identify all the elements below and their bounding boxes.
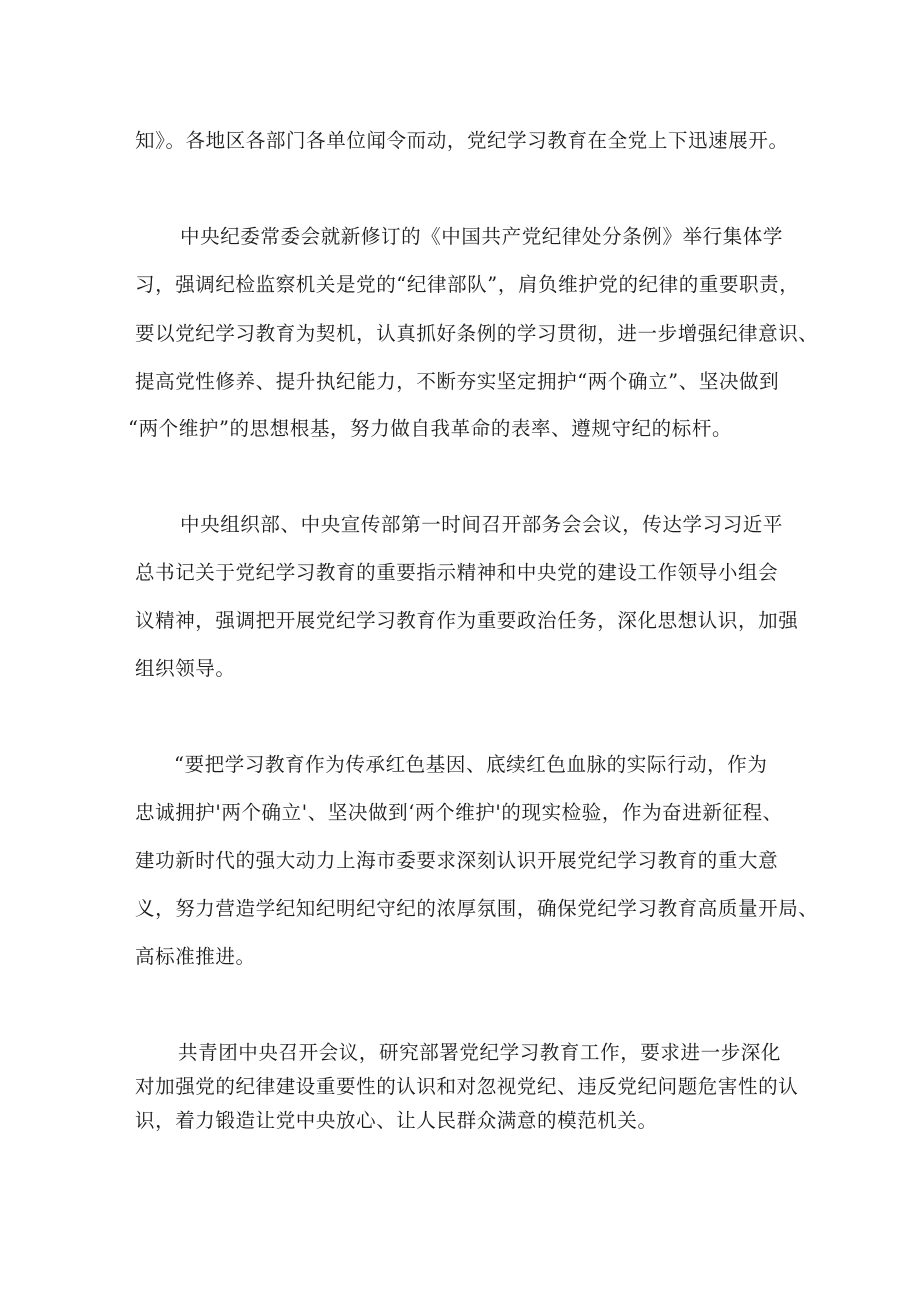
paragraph-5-line-2: 对加强党的纪律建设重要性的认识和对忽视党纪、违反党纪问题危害性的认 [135,1075,799,1098]
paragraph-4-line-1: “要把学习教育作为传承红色基因、底续红色血脉的实际行动，作为 [174,753,768,776]
paragraph-2-line-1: 中央纪委常委会就新修订的《中国共产党纪律处分条例》举行集体学 [180,225,784,248]
paragraph-3-line-1: 中央组织部、中央宣传部第一时间召开部务会会议，传达学习习近平 [180,513,784,536]
paragraph-5-line-3: 识，着力锻造让党中央放心、让人民群众满意的模范机关。 [135,1109,658,1132]
paragraph-4-line-4: 义，努力营造学纪知纪明纪守纪的浓厚氛围，确保党纪学习教育高质量开局、 [135,897,819,920]
paragraph-1-line-1: 知》。各地区各部门各单位闻令而动，党纪学习教育在全党上下迅速展开。 [135,129,789,152]
paragraph-3-line-3: 议精神，强调把开展党纪学习教育作为重要政治任务，深化思想认识，加强 [135,609,799,632]
paragraph-4-line-5: 高标准推进。 [135,945,256,968]
paragraph-5-line-1: 共青团中央召开会议，研究部署党纪学习教育工作，要求进一步深化 [178,1041,782,1064]
paragraph-4-line-3: 建功新时代的强大动力上海市委要求深刻认识开展党纪学习教育的重大意 [135,849,779,872]
paragraph-3-line-4: 组织领导。 [135,657,236,680]
paragraph-2-line-4: 提高党性修养、提升执纪能力，不断夯实坚定拥护“两个确立”、坚决做到 [135,370,780,393]
paragraph-2-line-2: 习，强调纪检监察机关是党的“纪律部队”，肩负维护党的纪律的重要职责， [135,273,800,296]
paragraph-4-line-2: 忠诚拥护'两个确立'、坚决做到‘两个维护'的现实检验，作为奋进新征程、 [135,801,783,824]
paragraph-3-line-2: 总书记关于党纪学习教育的重要指示精神和中央党的建设工作领导小组会 [135,561,779,584]
paragraph-2-line-3: 要以党纪学习教育为契机，认真抓好条例的学习贯彻，进一步增强纪律意识、 [135,322,819,345]
paragraph-2-line-5: “两个维护”的思想根基，努力做自我革命的表率、遵规守纪的标杆。 [128,417,733,440]
